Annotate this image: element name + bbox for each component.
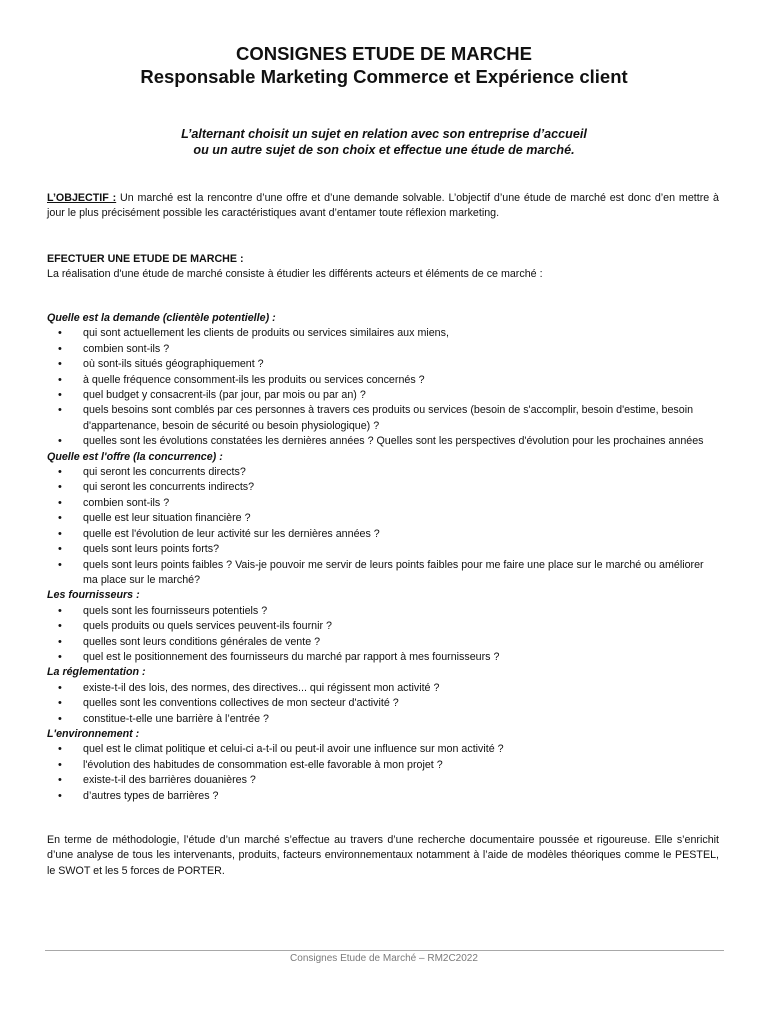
sections-container xyxy=(47,311,719,804)
list-item xyxy=(47,542,719,557)
section-title: L'environnement : xyxy=(47,727,140,740)
list-item xyxy=(47,388,719,403)
section-title: Les fournisseurs : xyxy=(47,589,140,602)
bullet-list xyxy=(47,681,719,727)
bullet-icon: • xyxy=(58,558,62,571)
bullet-icon: • xyxy=(58,635,62,648)
list-item-text: quel est le positionnement des fournisseurs du marché par rapport à mes fournisseurs ? xyxy=(83,650,500,663)
list-item-text: qui seront les concurrents directs? xyxy=(83,466,246,479)
list-item-text: combien sont-ils ? xyxy=(83,342,170,355)
list-item xyxy=(47,373,719,388)
bullet-icon: • xyxy=(58,327,62,340)
list-item xyxy=(47,773,719,788)
page-footer: Consignes Etude de Marché – RM2C2022 xyxy=(290,953,478,964)
bullet-icon: • xyxy=(58,373,62,386)
footer-divider xyxy=(45,950,724,951)
list-item xyxy=(47,527,719,542)
list-item xyxy=(47,604,719,619)
objectif-label: L’OBJECTIF : xyxy=(47,192,117,204)
list-item-text: quelles sont leurs conditions générales de vente ? xyxy=(83,635,321,648)
list-item-text: quels sont leurs points forts? xyxy=(83,543,220,556)
list-item-text: quels besoins sont comblés par ces personnes à travers ces produits ou services (besoin de s'accomplir, besoin d'estime, besoin d'appartenance, besoin de sécurité ou besoin physiologique) ? xyxy=(83,404,694,432)
bullet-icon: • xyxy=(58,712,62,725)
document-title: CONSIGNES ETUDE DE MARCHE xyxy=(235,43,533,64)
objectif-text: Un marché est la rencontre d’une offre et d’une demande solvable. L’objectif d’une étude de marché est donc d’en mettre à jour le plus précisément possible les caractéristiques avant d’entamer toute réflexion marketing. xyxy=(47,192,719,220)
title-block xyxy=(0,42,768,88)
bullet-icon: • xyxy=(58,758,62,771)
list-item xyxy=(47,357,719,372)
bullet-icon: • xyxy=(58,496,62,509)
bullet-icon: • xyxy=(58,697,62,710)
intro-line-2: ou un autre sujet de son choix et effectue une étude de marché. xyxy=(193,143,575,157)
list-item xyxy=(47,650,719,665)
bullet-icon: • xyxy=(58,604,62,617)
list-item xyxy=(47,681,719,696)
bullet-icon: • xyxy=(58,481,62,494)
bullet-list xyxy=(47,326,719,449)
list-item-text: quels produits ou quels services peuvent-ils fournir ? xyxy=(83,620,332,633)
bullet-icon: • xyxy=(58,620,62,633)
list-item-text: quelles sont les conventions collectives de mon secteur d'activité ? xyxy=(83,697,399,710)
list-item xyxy=(47,480,719,495)
section-title: Quelle est la demande (clientèle potentielle) : xyxy=(47,312,276,324)
methodology-paragraph: En terme de méthodologie, l’étude d’un marché s’effectue au travers d’une recherche documentaire poussée et rigoureuse. Elle s’enrichit d’une analyse de tous les intervenants, produits, facteurs environnementaux notamment à l’aide de modèles théoriques comme le PESTEL, le SWOT et les 5 forces de PORTER. xyxy=(47,834,719,877)
section-title: La réglementation : xyxy=(47,666,146,679)
list-item xyxy=(47,696,719,711)
bullet-icon: • xyxy=(58,466,62,479)
list-item-text: quels sont leurs points faibles ? Vais-je pouvoir me servir de leurs points faibles pour me faire une place sur le marché ou améliorer ma place sur le marché? xyxy=(83,558,704,586)
list-item xyxy=(47,619,719,634)
list-item xyxy=(47,635,719,650)
list-item-text: à quelle fréquence consomment-ils les produits ou services concernés ? xyxy=(83,373,425,386)
list-item xyxy=(47,403,719,434)
document-subtitle: Responsable Marketing Commerce et Expérience client xyxy=(140,66,628,87)
list-item xyxy=(47,758,719,773)
list-item xyxy=(47,496,719,511)
list-item-text: combien sont-ils ? xyxy=(83,496,170,509)
list-item-text: quels sont les fournisseurs potentiels ? xyxy=(83,604,268,617)
list-item-text: existe-t-il des lois, des normes, des directives... qui régissent mon activité ? xyxy=(83,681,440,694)
bullet-icon: • xyxy=(58,512,62,525)
list-item-text: quelles sont les évolutions constatées les dernières années ? Quelles sont les perspectives d'évolution pour les prochaines années xyxy=(83,435,704,448)
bullet-icon: • xyxy=(58,789,62,802)
list-item xyxy=(47,326,719,341)
bullet-icon: • xyxy=(58,435,62,448)
list-item-text: qui sont actuellement les clients de produits ou services similaires aux miens, xyxy=(83,327,449,340)
list-item-text: où sont-ils situés géographiquement ? xyxy=(83,358,264,371)
list-item-text: quelle est leur situation financière ? xyxy=(83,512,251,525)
list-item-text: quelle est l'évolution de leur activité sur les dernières années ? xyxy=(83,527,380,540)
bullet-icon: • xyxy=(58,543,62,556)
list-item-text: l'évolution des habitudes de consommation est-elle favorable à mon projet ? xyxy=(83,758,443,771)
list-item xyxy=(47,789,719,804)
effectuer-block xyxy=(47,252,719,283)
objectif-paragraph xyxy=(47,191,719,222)
list-item xyxy=(47,342,719,357)
list-item xyxy=(47,742,719,757)
list-item-text: d’autres types de barrières ? xyxy=(83,789,219,802)
list-item-text: quel budget y consacrent-ils (par jour, par mois ou par an) ? xyxy=(83,389,366,402)
section-title: Quelle est l'offre (la concurrence) : xyxy=(47,450,223,463)
bullet-icon: • xyxy=(58,342,62,355)
bullet-icon: • xyxy=(58,743,62,756)
bullet-list xyxy=(47,604,719,666)
bullet-list xyxy=(47,742,719,804)
list-item xyxy=(47,434,719,449)
list-item xyxy=(47,511,719,526)
bullet-icon: • xyxy=(58,358,62,371)
intro-block xyxy=(0,126,768,158)
bullet-icon: • xyxy=(58,681,62,694)
list-item-text: existe-t-il des barrières douanières ? xyxy=(83,774,256,787)
list-item-text: qui seront les concurrents indirects? xyxy=(83,481,255,494)
list-item-text: quel est le climat politique et celui-ci a-t-il ou peut-il avoir une influence sur mon activité ? xyxy=(83,743,504,756)
bullet-icon: • xyxy=(58,527,62,540)
intro-line-1: L’alternant choisit un sujet en relation avec son entreprise d’accueil xyxy=(181,127,587,141)
effectuer-heading: EFECTUER UNE ETUDE DE MARCHE : xyxy=(47,253,244,265)
bullet-icon: • xyxy=(58,389,62,402)
list-item xyxy=(47,712,719,727)
bullet-list xyxy=(47,465,719,588)
effectuer-text: La réalisation d'une étude de marché consiste à étudier les différents acteurs et éléments de ce marché : xyxy=(47,268,543,281)
list-item-text: constitue-t-elle une barrière à l’entrée ? xyxy=(83,712,269,725)
list-item xyxy=(47,465,719,480)
bullet-icon: • xyxy=(58,404,62,417)
bullet-icon: • xyxy=(58,774,62,787)
list-item xyxy=(47,558,719,589)
bullet-icon: • xyxy=(58,650,62,663)
